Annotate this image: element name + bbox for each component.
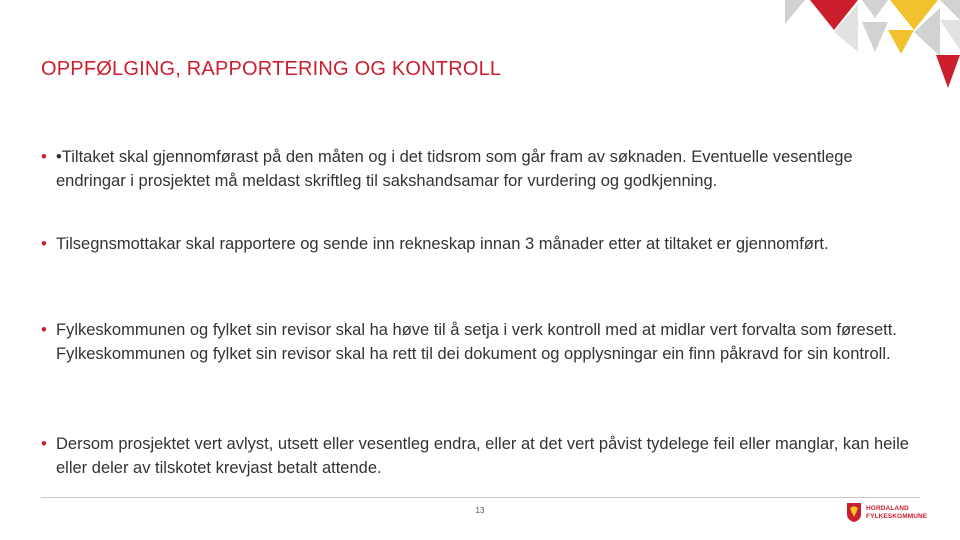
bullet-text: Fylkeskommunen og fylket sin revisor skal ha høve til å setja i verk kontroll med at midlar vert forvalta som føresett. Fylkeskommunen og fylket sin revisor skal ha rett til dei dokument og opplysningar ein finn påkravd for sin kontroll. [56,321,897,363]
footer-divider [41,497,920,498]
deco-triangle-gray-1 [785,0,805,24]
bullet-text: Tilsegnsmottakar skal rapportere og sende inn rekneskap innan 3 månader etter at tiltaket er gjennomført. [56,235,829,253]
bullet-item [41,319,921,366]
bullet-marker: • [41,321,47,339]
deco-triangle-red-2 [936,55,960,88]
bullet-marker: • [41,435,47,453]
logo-line-1: HORDALAND [866,505,909,512]
deco-triangle-gray-3 [940,0,960,20]
bullet-text: •Tiltaket skal gjennomførast på den måten og i det tidsrom som går fram av søknaden. Eventuelle vesentlege endringar i prosjektet må meldast skriftleg til sakshandsamar for vurdering og godkjenning. [56,148,853,190]
deco-triangle-gray-2 [862,0,888,18]
page-number: 13 [475,506,485,515]
bullet-item [41,433,921,480]
bullet-marker: • [41,235,47,253]
coat-of-arms-icon [847,503,861,522]
hordaland-logo [847,502,927,524]
deco-triangle-gray-7 [940,20,960,50]
bullet-item [41,146,921,193]
decorative-triangles [0,0,960,100]
slide-title: OPPFØLGING, RAPPORTERING OG KONTROLL [41,58,502,80]
deco-triangle-gold-2 [888,30,914,54]
bullet-marker: • [41,148,47,166]
deco-triangle-gray-5 [862,22,888,52]
logo-text [866,505,927,521]
logo-line-2: FYLKESKOMMUNE [866,513,928,520]
bullet-text: Dersom prosjektet vert avlyst, utsett eller vesentleg endra, eller at det vert påvist tydelege feil eller manglar, kan heile eller deler av tilskotet krevjast betalt attende. [56,435,909,477]
bullet-item [41,233,829,257]
